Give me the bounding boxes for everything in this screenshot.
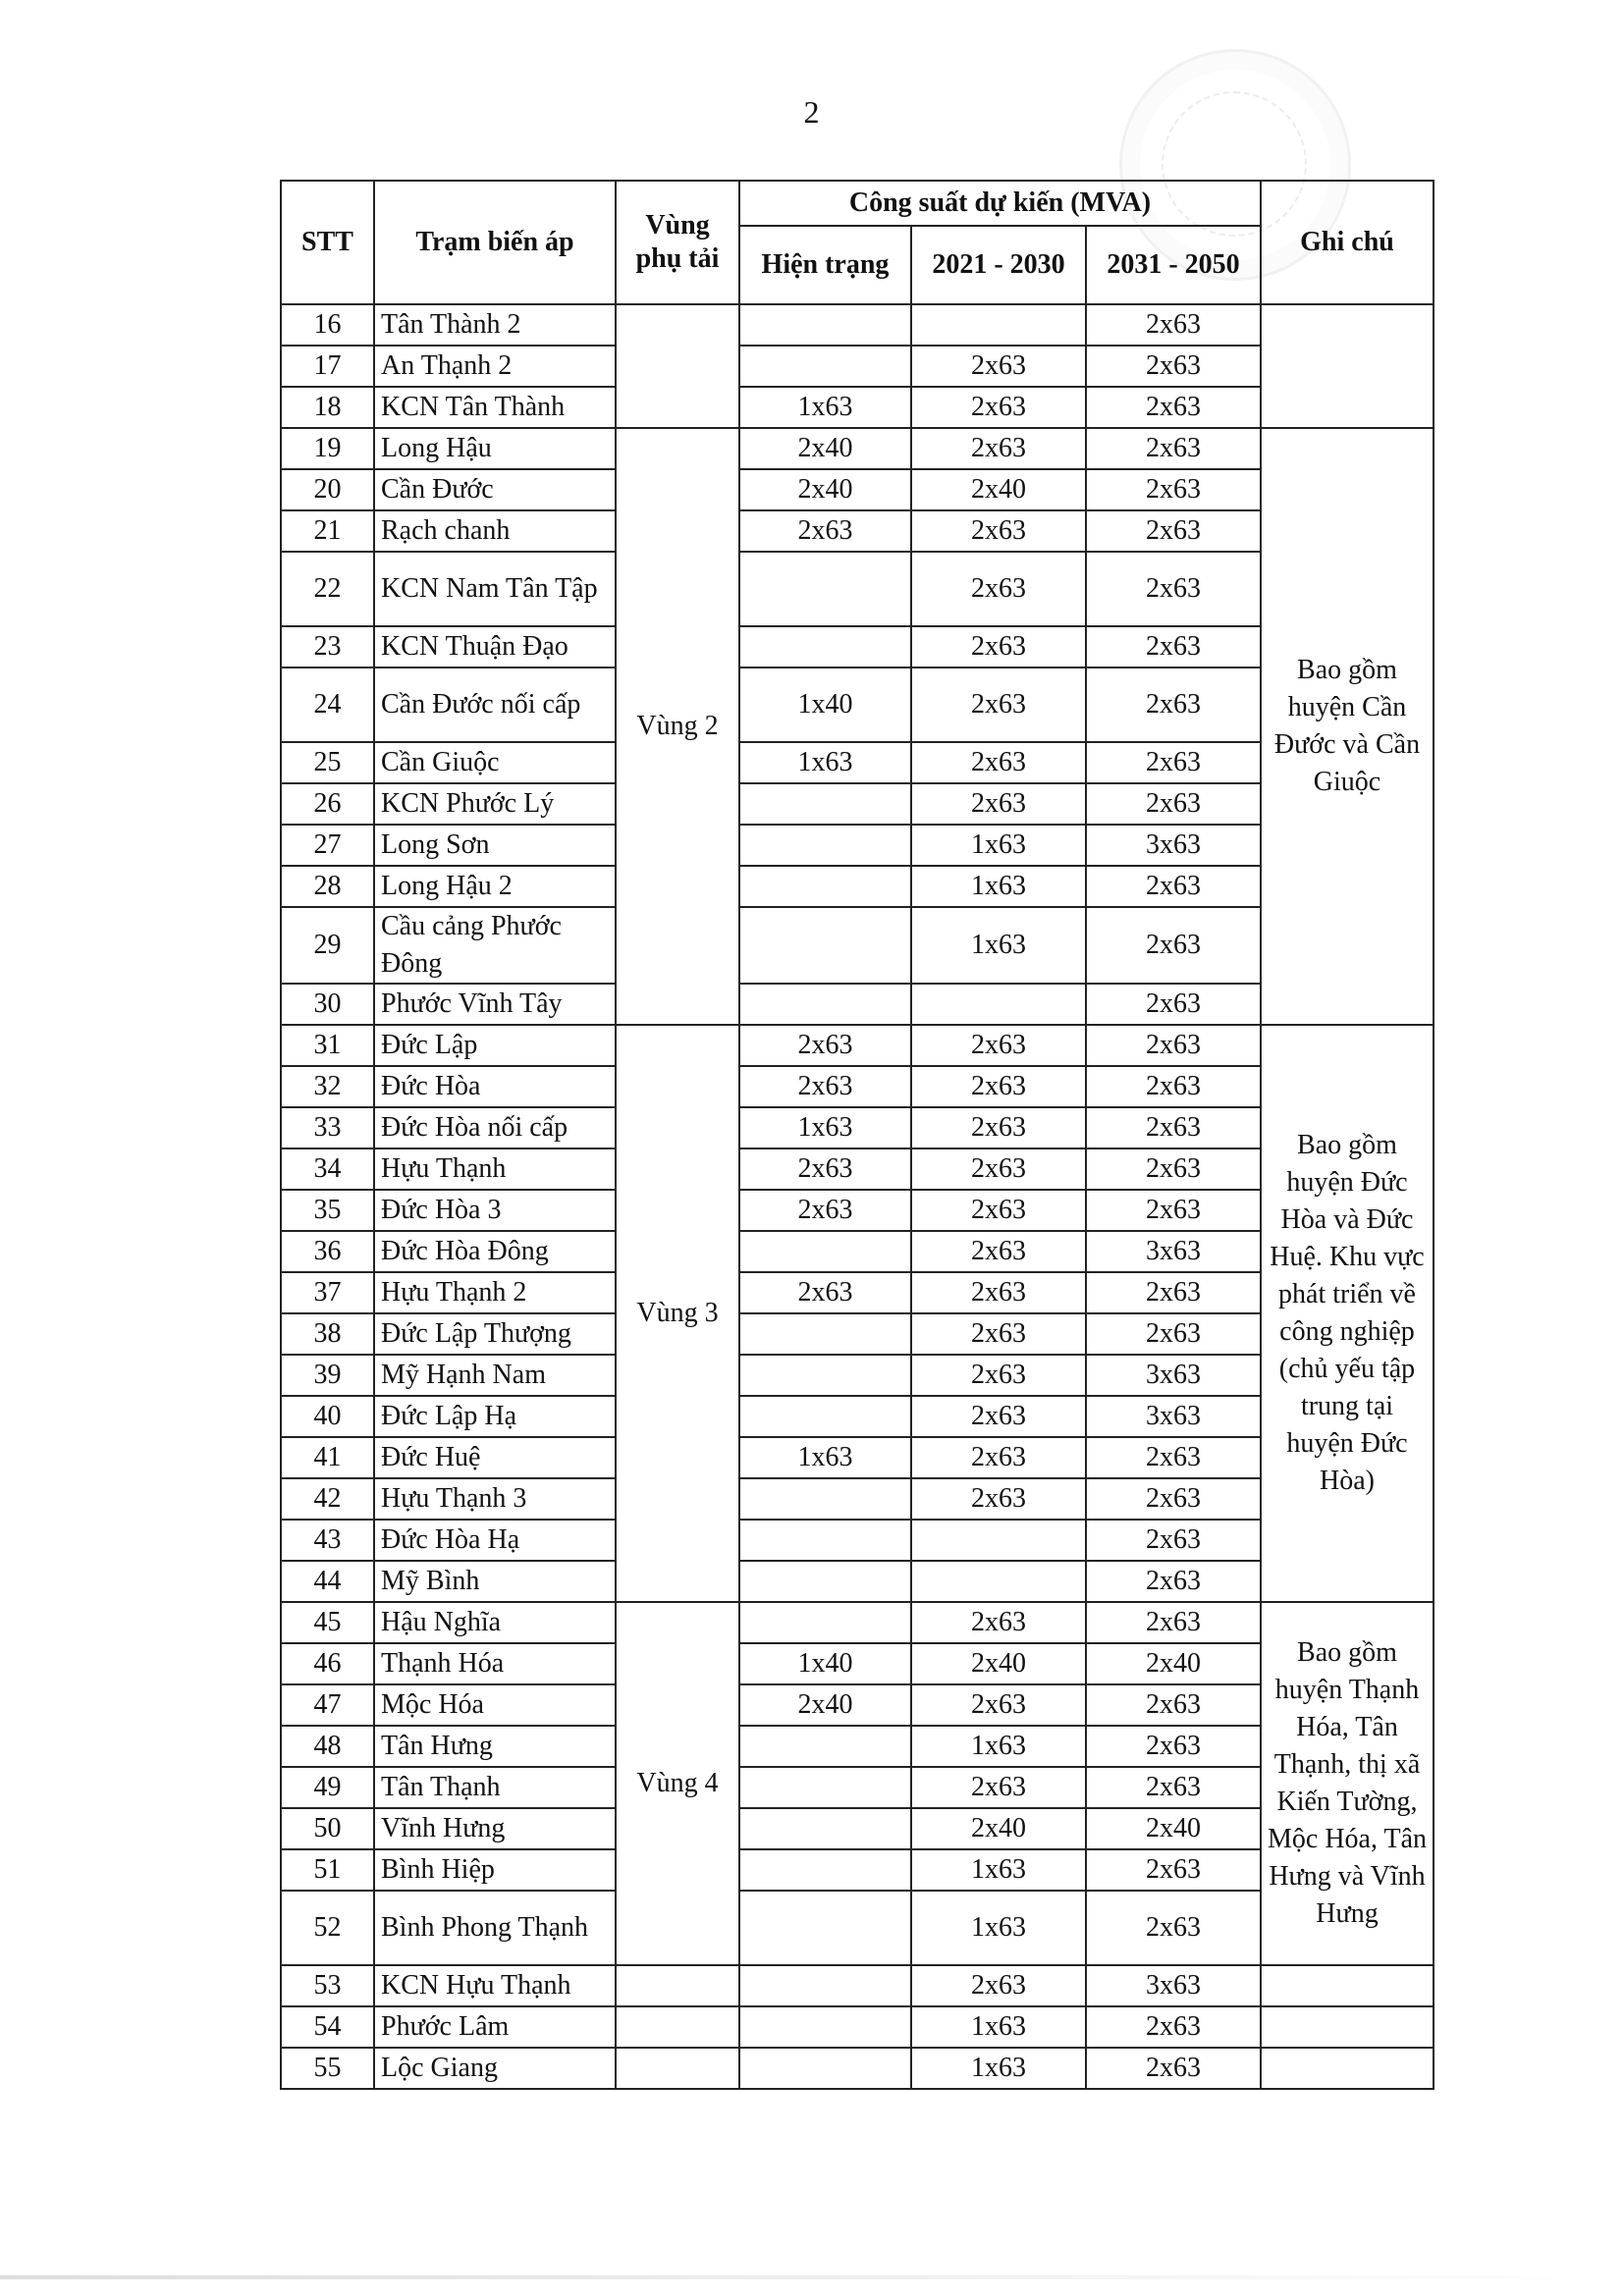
- cell-current: 2x40: [739, 469, 911, 510]
- cell-2021-2030: 2x63: [911, 1231, 1086, 1272]
- cell-2031-2050: 2x40: [1086, 1808, 1261, 1849]
- cell-station-name: Tân Thành 2: [374, 304, 616, 346]
- table-row: [281, 387, 1434, 428]
- cell-2021-2030: 2x63: [911, 1965, 1086, 2006]
- table-row: [281, 984, 1434, 1025]
- cell-current: [739, 866, 911, 907]
- table-row: [281, 1107, 1434, 1148]
- table-row: [281, 1396, 1434, 1437]
- cell-2031-2050: 2x63: [1086, 626, 1261, 667]
- cell-2021-2030: 2x63: [911, 1602, 1086, 1643]
- cell-stt: 44: [281, 1561, 374, 1602]
- cell-station-name: Đức Lập: [374, 1025, 616, 1066]
- cell-2021-2030: [911, 984, 1086, 1025]
- cell-2021-2030: 2x63: [911, 1767, 1086, 1808]
- cell-station-name: Mỹ Bình: [374, 1561, 616, 1602]
- cell-station-name: Long Hậu 2: [374, 866, 616, 907]
- cell-current: 1x63: [739, 742, 911, 783]
- cell-2021-2030: 2x63: [911, 1107, 1086, 1148]
- cell-2031-2050: 2x63: [1086, 1561, 1261, 1602]
- cell-stt: 28: [281, 866, 374, 907]
- cell-station-name: Cần Đước: [374, 469, 616, 510]
- cell-current: 1x63: [739, 1437, 911, 1478]
- cell-current: [739, 1726, 911, 1767]
- cell-current: [739, 1313, 911, 1355]
- cell-stt: 17: [281, 346, 374, 387]
- cell-station-name: Hựu Thạnh 3: [374, 1478, 616, 1520]
- cell-stt: 32: [281, 1066, 374, 1107]
- table-row: [281, 1355, 1434, 1396]
- cell-2021-2030: 2x63: [911, 667, 1086, 742]
- cell-2021-2030: 2x63: [911, 1148, 1086, 1190]
- cell-2031-2050: 3x63: [1086, 1355, 1261, 1396]
- cell-station-name: Long Hậu: [374, 428, 616, 469]
- cell-stt: 41: [281, 1437, 374, 1478]
- cell-2031-2050: 2x63: [1086, 667, 1261, 742]
- table-row: [281, 1602, 1434, 1643]
- cell-stt: 30: [281, 984, 374, 1025]
- cell-2031-2050: 2x63: [1086, 1025, 1261, 1066]
- cell-note: Bao gồm huyện Đức Hòa và Đức Huệ. Khu vực phát triển về công nghiệp (chủ yếu tập trung tại huyện Đức Hòa): [1261, 1025, 1434, 1602]
- cell-2021-2030: 2x40: [911, 1808, 1086, 1849]
- cell-station-name: Phước Vĩnh Tây: [374, 984, 616, 1025]
- cell-2031-2050: 2x63: [1086, 387, 1261, 428]
- cell-note: [1261, 2048, 1434, 2089]
- cell-station-name: Tân Hưng: [374, 1726, 616, 1767]
- cell-stt: 37: [281, 1272, 374, 1313]
- cell-2031-2050: 2x63: [1086, 304, 1261, 346]
- cell-stt: 39: [281, 1355, 374, 1396]
- table-row: [281, 1066, 1434, 1107]
- table-row: [281, 346, 1434, 387]
- cell-station-name: Đức Hòa 3: [374, 1190, 616, 1231]
- cell-current: [739, 346, 911, 387]
- cell-stt: 52: [281, 1891, 374, 1965]
- cell-stt: 49: [281, 1767, 374, 1808]
- cell-stt: 42: [281, 1478, 374, 1520]
- table-row: [281, 1965, 1434, 2006]
- cell-current: [739, 825, 911, 866]
- cell-stt: 43: [281, 1520, 374, 1561]
- cell-2031-2050: 2x63: [1086, 1148, 1261, 1190]
- cell-2031-2050: 2x63: [1086, 1602, 1261, 1643]
- cell-current: [739, 1767, 911, 1808]
- cell-2021-2030: 2x63: [911, 626, 1086, 667]
- cell-note: [1261, 2006, 1434, 2048]
- cell-2031-2050: 2x40: [1086, 1643, 1261, 1684]
- cell-station-name: Cần Đước nối cấp: [374, 667, 616, 742]
- cell-2021-2030: [911, 1520, 1086, 1561]
- table-row: [281, 1272, 1434, 1313]
- cell-stt: 53: [281, 1965, 374, 2006]
- cell-station-name: Tân Thạnh: [374, 1767, 616, 1808]
- cell-note: Bao gồm huyện Cần Đước và Cần Giuộc: [1261, 428, 1434, 1025]
- cell-current: [739, 2006, 911, 2048]
- cell-current: 1x40: [739, 667, 911, 742]
- table-row: [281, 2006, 1434, 2048]
- cell-station-name: Đức Hòa nối cấp: [374, 1107, 616, 1148]
- table-row: [281, 1231, 1434, 1272]
- cell-2021-2030: 1x63: [911, 2048, 1086, 2089]
- table-row: [281, 1561, 1434, 1602]
- page-number: 2: [803, 94, 820, 130]
- cell-2031-2050: 2x63: [1086, 1107, 1261, 1148]
- cell-stt: 27: [281, 825, 374, 866]
- table-row: [281, 1025, 1434, 1066]
- table-row: [281, 626, 1434, 667]
- table-row: [281, 667, 1434, 742]
- cell-current: [739, 304, 911, 346]
- cell-stt: 31: [281, 1025, 374, 1066]
- cell-2021-2030: 2x63: [911, 346, 1086, 387]
- cell-stt: 46: [281, 1643, 374, 1684]
- cell-2021-2030: [911, 304, 1086, 346]
- cell-stt: 20: [281, 469, 374, 510]
- cell-station-name: KCN Phước Lý: [374, 783, 616, 825]
- table-row: [281, 1437, 1434, 1478]
- cell-station-name: Hựu Thạnh: [374, 1148, 616, 1190]
- cell-2031-2050: 3x63: [1086, 825, 1261, 866]
- cell-2021-2030: 2x63: [911, 1190, 1086, 1231]
- cell-2021-2030: 1x63: [911, 866, 1086, 907]
- cell-2021-2030: 2x63: [911, 1684, 1086, 1726]
- header-note: Ghi chú: [1261, 181, 1434, 304]
- cell-station-name: Mỹ Hạnh Nam: [374, 1355, 616, 1396]
- cell-current: 2x63: [739, 1148, 911, 1190]
- cell-2021-2030: 2x63: [911, 428, 1086, 469]
- cell-station-name: Cần Giuộc: [374, 742, 616, 783]
- cell-2021-2030: 1x63: [911, 907, 1086, 984]
- cell-2021-2030: 2x40: [911, 1643, 1086, 1684]
- cell-2021-2030: 2x63: [911, 1066, 1086, 1107]
- cell-station-name: Bình Phong Thạnh: [374, 1891, 616, 1965]
- cell-zone: Vùng 3: [616, 1025, 739, 1602]
- cell-station-name: Long Sơn: [374, 825, 616, 866]
- cell-2031-2050: 2x63: [1086, 1849, 1261, 1891]
- cell-2021-2030: 2x63: [911, 510, 1086, 552]
- cell-current: [739, 1891, 911, 1965]
- cell-2021-2030: 1x63: [911, 2006, 1086, 2048]
- cell-2031-2050: 2x63: [1086, 1684, 1261, 1726]
- cell-station-name: Đức Hòa: [374, 1066, 616, 1107]
- cell-2031-2050: 2x63: [1086, 346, 1261, 387]
- cell-stt: 22: [281, 552, 374, 626]
- table-row: [281, 552, 1434, 626]
- cell-stt: 23: [281, 626, 374, 667]
- cell-2021-2030: 2x63: [911, 783, 1086, 825]
- table-row: [281, 428, 1434, 469]
- cell-station-name: KCN Hựu Thạnh: [374, 1965, 616, 2006]
- table-row: [281, 866, 1434, 907]
- cell-2031-2050: 2x63: [1086, 469, 1261, 510]
- cell-2021-2030: 2x63: [911, 1025, 1086, 1066]
- cell-stt: 54: [281, 2006, 374, 2048]
- cell-stt: 33: [281, 1107, 374, 1148]
- cell-station-name: KCN Tân Thành: [374, 387, 616, 428]
- cell-2021-2030: 2x63: [911, 1355, 1086, 1396]
- cell-stt: 25: [281, 742, 374, 783]
- cell-2031-2050: 2x63: [1086, 1891, 1261, 1965]
- cell-current: 2x63: [739, 1190, 911, 1231]
- cell-2031-2050: 2x63: [1086, 907, 1261, 984]
- cell-stt: 21: [281, 510, 374, 552]
- cell-stt: 51: [281, 1849, 374, 1891]
- table-row: [281, 1478, 1434, 1520]
- cell-station-name: Hậu Nghĩa: [374, 1602, 616, 1643]
- cell-2021-2030: [911, 1561, 1086, 1602]
- header-capacity: Công suất dự kiến (MVA): [739, 181, 1261, 226]
- cell-station-name: Vĩnh Hưng: [374, 1808, 616, 1849]
- cell-current: [739, 1561, 911, 1602]
- cell-2021-2030: 2x63: [911, 1313, 1086, 1355]
- cell-2031-2050: 3x63: [1086, 1396, 1261, 1437]
- cell-station-name: KCN Thuận Đạo: [374, 626, 616, 667]
- table-row: [281, 1520, 1434, 1561]
- table-row: [281, 1891, 1434, 1965]
- cell-station-name: Rạch chanh: [374, 510, 616, 552]
- table-row: [281, 510, 1434, 552]
- cell-2021-2030: 1x63: [911, 825, 1086, 866]
- table-row: [281, 1190, 1434, 1231]
- cell-stt: 36: [281, 1231, 374, 1272]
- cell-zone: [616, 304, 739, 428]
- cell-station-name: Đức Lập Hạ: [374, 1396, 616, 1437]
- cell-2021-2030: 2x63: [911, 1478, 1086, 1520]
- table-body: [281, 304, 1434, 2089]
- cell-2031-2050: 2x63: [1086, 552, 1261, 626]
- cell-zone: [616, 1965, 739, 2006]
- table-row: [281, 1313, 1434, 1355]
- cell-station-name: An Thạnh 2: [374, 346, 616, 387]
- table-row: [281, 1148, 1434, 1190]
- cell-2031-2050: 2x63: [1086, 1437, 1261, 1478]
- cell-stt: 19: [281, 428, 374, 469]
- cell-note: [1261, 304, 1434, 428]
- cell-current: 2x40: [739, 1684, 911, 1726]
- cell-2031-2050: 2x63: [1086, 1478, 1261, 1520]
- cell-current: [739, 783, 911, 825]
- cell-current: 2x63: [739, 1025, 911, 1066]
- cell-zone: Vùng 4: [616, 1602, 739, 1965]
- cell-2021-2030: 2x63: [911, 1437, 1086, 1478]
- table-row: [281, 1849, 1434, 1891]
- cell-current: 1x40: [739, 1643, 911, 1684]
- cell-station-name: Phước Lâm: [374, 2006, 616, 2048]
- cell-2031-2050: 2x63: [1086, 742, 1261, 783]
- cell-current: 1x63: [739, 387, 911, 428]
- cell-current: 1x63: [739, 1107, 911, 1148]
- scan-edge: [0, 2275, 1623, 2279]
- cell-2021-2030: 2x63: [911, 1272, 1086, 1313]
- header-period-2021-2030: 2021 - 2030: [911, 226, 1086, 304]
- cell-2021-2030: 1x63: [911, 1891, 1086, 1965]
- cell-stt: 47: [281, 1684, 374, 1726]
- cell-2021-2030: 2x63: [911, 742, 1086, 783]
- header-zone: Vùng phụ tải: [616, 181, 739, 304]
- cell-current: [739, 1808, 911, 1849]
- cell-stt: 38: [281, 1313, 374, 1355]
- cell-station-name: Đức Huệ: [374, 1437, 616, 1478]
- cell-2021-2030: 2x63: [911, 387, 1086, 428]
- cell-2031-2050: 2x63: [1086, 510, 1261, 552]
- cell-note: [1261, 1965, 1434, 2006]
- cell-stt: 34: [281, 1148, 374, 1190]
- header-stt: STT: [281, 181, 374, 304]
- cell-current: [739, 984, 911, 1025]
- cell-station-name: Hựu Thạnh 2: [374, 1272, 616, 1313]
- header-current: Hiện trạng: [739, 226, 911, 304]
- cell-2031-2050: 2x63: [1086, 2006, 1261, 2048]
- cell-station-name: Mộc Hóa: [374, 1684, 616, 1726]
- table-row: [281, 469, 1434, 510]
- cell-station-name: Đức Lập Thượng: [374, 1313, 616, 1355]
- table-row: [281, 1684, 1434, 1726]
- cell-current: 2x40: [739, 428, 911, 469]
- cell-current: 2x63: [739, 1066, 911, 1107]
- cell-current: [739, 1965, 911, 2006]
- cell-stt: 18: [281, 387, 374, 428]
- cell-current: [739, 1849, 911, 1891]
- cell-2031-2050: 2x63: [1086, 1272, 1261, 1313]
- cell-2021-2030: 2x40: [911, 469, 1086, 510]
- cell-note: Bao gồm huyện Thạnh Hóa, Tân Thạnh, thị xã Kiến Tường, Mộc Hóa, Tân Hưng và Vĩnh Hưng: [1261, 1602, 1434, 1965]
- cell-zone: Vùng 2: [616, 428, 739, 1025]
- cell-current: [739, 1231, 911, 1272]
- table-row: [281, 907, 1434, 984]
- cell-2031-2050: 2x63: [1086, 1313, 1261, 1355]
- cell-current: [739, 626, 911, 667]
- cell-2031-2050: 2x63: [1086, 428, 1261, 469]
- cell-2021-2030: 1x63: [911, 1726, 1086, 1767]
- cell-stt: 48: [281, 1726, 374, 1767]
- cell-current: [739, 2048, 911, 2089]
- table-row: [281, 1767, 1434, 1808]
- cell-current: [739, 1478, 911, 1520]
- cell-station-name: Cầu cảng Phước Đông: [374, 907, 616, 984]
- cell-stt: 16: [281, 304, 374, 346]
- cell-current: [739, 1602, 911, 1643]
- cell-stt: 45: [281, 1602, 374, 1643]
- cell-stt: 24: [281, 667, 374, 742]
- cell-current: [739, 1396, 911, 1437]
- table-row: [281, 304, 1434, 346]
- cell-current: 2x63: [739, 510, 911, 552]
- cell-2031-2050: 3x63: [1086, 1231, 1261, 1272]
- cell-current: [739, 1520, 911, 1561]
- substation-table: [280, 180, 1434, 2090]
- cell-2031-2050: 3x63: [1086, 1965, 1261, 2006]
- cell-station-name: Đức Hòa Hạ: [374, 1520, 616, 1561]
- table-row: [281, 783, 1434, 825]
- cell-station-name: Bình Hiệp: [374, 1849, 616, 1891]
- table-row: [281, 2048, 1434, 2089]
- table-row: [281, 1808, 1434, 1849]
- cell-station-name: Đức Hòa Đông: [374, 1231, 616, 1272]
- cell-2031-2050: 2x63: [1086, 1066, 1261, 1107]
- cell-2031-2050: 2x63: [1086, 866, 1261, 907]
- cell-2031-2050: 2x63: [1086, 984, 1261, 1025]
- cell-2031-2050: 2x63: [1086, 1520, 1261, 1561]
- table-row: [281, 1643, 1434, 1684]
- cell-station-name: KCN Nam Tân Tập: [374, 552, 616, 626]
- cell-2021-2030: 1x63: [911, 1849, 1086, 1891]
- cell-stt: 40: [281, 1396, 374, 1437]
- cell-stt: 26: [281, 783, 374, 825]
- cell-2031-2050: 2x63: [1086, 783, 1261, 825]
- cell-stt: 50: [281, 1808, 374, 1849]
- cell-current: [739, 552, 911, 626]
- cell-current: [739, 907, 911, 984]
- header-period-2031-2050: 2031 - 2050: [1086, 226, 1261, 304]
- table-row: [281, 825, 1434, 866]
- cell-zone: [616, 2048, 739, 2089]
- cell-current: 2x63: [739, 1272, 911, 1313]
- cell-zone: [616, 2006, 739, 2048]
- cell-2021-2030: 2x63: [911, 552, 1086, 626]
- cell-2021-2030: 2x63: [911, 1396, 1086, 1437]
- cell-2031-2050: 2x63: [1086, 1726, 1261, 1767]
- cell-station-name: Thạnh Hóa: [374, 1643, 616, 1684]
- cell-2031-2050: 2x63: [1086, 1767, 1261, 1808]
- cell-stt: 55: [281, 2048, 374, 2089]
- cell-current: [739, 1355, 911, 1396]
- cell-stt: 35: [281, 1190, 374, 1231]
- header-station: Trạm biến áp: [374, 181, 616, 304]
- cell-2031-2050: 2x63: [1086, 2048, 1261, 2089]
- cell-2031-2050: 2x63: [1086, 1190, 1261, 1231]
- cell-station-name: Lộc Giang: [374, 2048, 616, 2089]
- table-row: [281, 1726, 1434, 1767]
- table-row: [281, 742, 1434, 783]
- cell-stt: 29: [281, 907, 374, 984]
